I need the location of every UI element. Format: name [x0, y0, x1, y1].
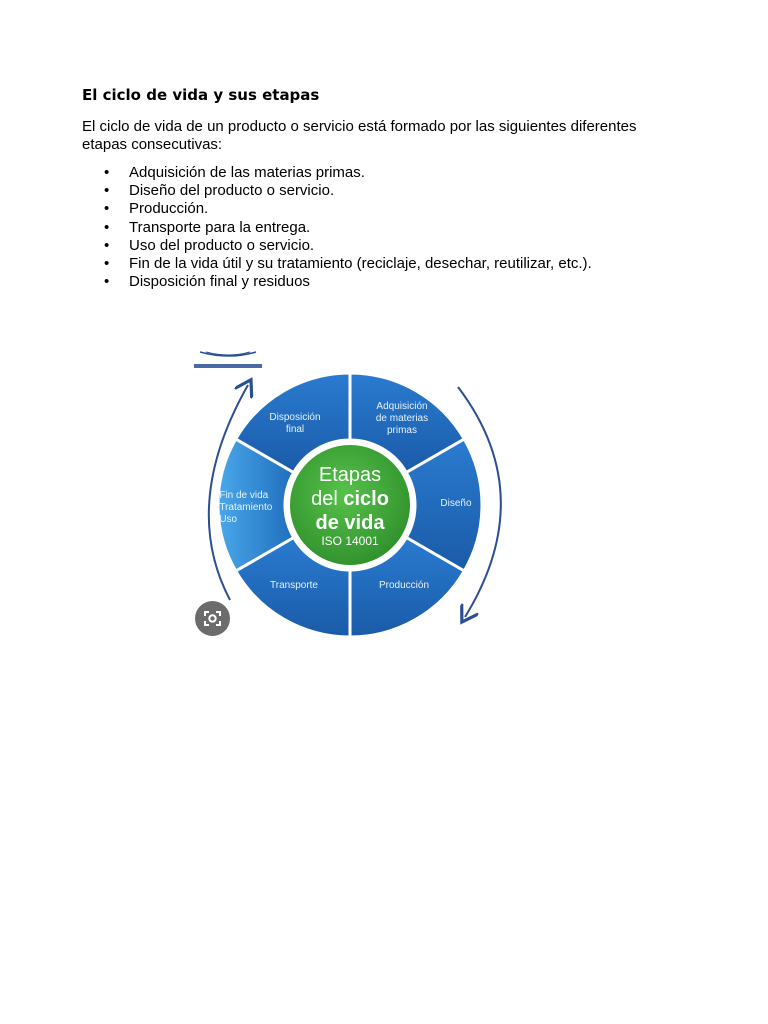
list-item	[82, 164, 592, 182]
bullet-icon: •	[104, 236, 110, 254]
list-item	[82, 182, 592, 200]
list-item-text: Producción.	[129, 200, 209, 218]
list-item-text: Disposición final y residuos	[129, 273, 310, 291]
list-item-text: Uso del producto o servicio.	[129, 236, 315, 254]
stages-list	[82, 164, 592, 291]
label-adquisicion: de materias	[375, 413, 429, 424]
label-fin: -Fin de vida	[216, 490, 269, 501]
list-item	[82, 219, 592, 237]
label-fin: -Tratamiento	[216, 502, 273, 513]
center-title-line2: del ciclo	[311, 488, 389, 510]
list-item	[82, 273, 592, 291]
list-item	[82, 255, 592, 273]
bullet-icon: •	[104, 273, 110, 291]
bullet-icon: •	[104, 200, 110, 218]
bullet-icon: •	[104, 255, 110, 273]
bullet-icon: •	[104, 164, 110, 181]
bullet-icon: •	[104, 218, 110, 236]
label-disposicion: final	[285, 424, 305, 435]
bullet-icon: •	[104, 182, 110, 200]
lens-icon	[195, 601, 230, 636]
label-transporte: Transporte	[270, 580, 318, 591]
list-item-text: Fin de la vida útil y su tratamiento (reciclaje, desechar, reutilizar, etc.).	[129, 255, 592, 273]
label-adquisicion: primas	[386, 425, 418, 436]
list-item	[82, 200, 592, 218]
label-disposicion: Disposición	[269, 412, 321, 423]
label-adquisicion: Adquisición	[376, 401, 428, 412]
list-item-text: Adquisición de las materias primas.	[129, 164, 365, 181]
center-title-line1: Etapas	[318, 464, 382, 486]
label-fin: -Uso	[216, 514, 238, 525]
image-search-button[interactable]	[195, 601, 230, 636]
center-standard: ISO 14001	[321, 534, 379, 548]
list-item-text: Diseño del producto o servicio.	[129, 182, 335, 200]
label-diseno: Diseño	[440, 498, 472, 509]
center-title-line3: de vida	[315, 512, 385, 534]
label-produccion: Producción	[378, 580, 430, 591]
list-item	[82, 237, 592, 255]
section-heading: El ciclo de vida y sus etapas	[82, 86, 320, 104]
list-item-text: Transporte para la entrega.	[129, 218, 311, 236]
lifecycle-diagram	[190, 345, 530, 645]
intro-paragraph: El ciclo de vida de un producto o servicio está formado por las siguientes diferentes etapas consecutivas:	[82, 118, 637, 153]
